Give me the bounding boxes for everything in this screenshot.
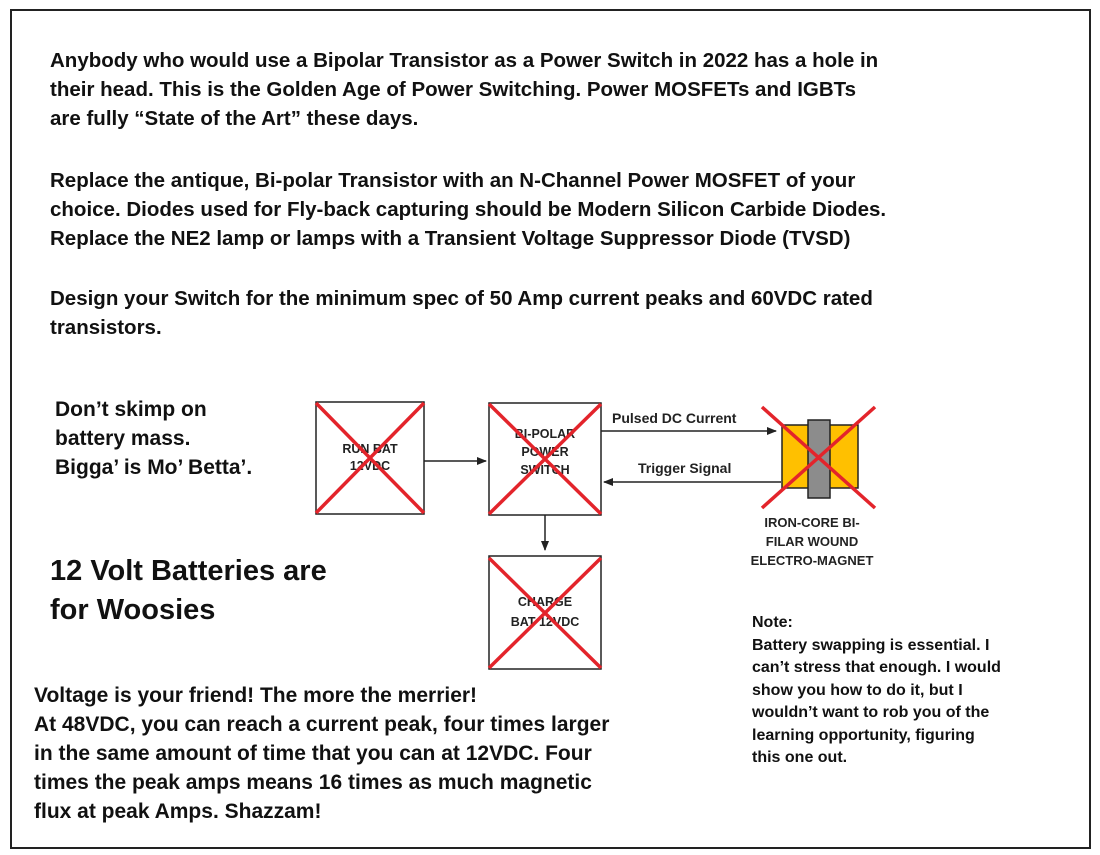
- charge-battery-block: [489, 556, 601, 669]
- run-battery-label: RUN BAT: [342, 442, 398, 456]
- voltage-line: Voltage is your friend! The more the merrier!: [34, 684, 478, 707]
- note-line: Battery swapping is essential. I: [752, 636, 990, 654]
- note-line: can’t stress that enough. I would: [752, 659, 1001, 676]
- note-line: this one out.: [752, 749, 848, 766]
- note-line: learning opportunity, figuring: [752, 726, 975, 744]
- switch-label-line: POWER: [521, 445, 569, 459]
- woosies-line: 12 Volt Batteries are: [50, 555, 327, 587]
- voltage-line: times the peak amps means 16 times as much magnetic: [34, 771, 592, 794]
- replace-line: Replace the NE2 lamp or lamps with a Transient Voltage Suppressor Diode (TVSD): [50, 227, 851, 250]
- magnet-caption-line: IRON-CORE BI-: [764, 515, 860, 530]
- pulsed-dc-label: Pulsed DC Current: [612, 410, 737, 426]
- design-line: Design your Switch for the minimum spec of 50 Amp current peaks and 60VDC rated: [50, 287, 873, 310]
- voltage-line: At 48VDC, you can reach a current peak, four times larger: [34, 713, 610, 736]
- magnet-caption-line: FILAR WOUND: [765, 534, 859, 549]
- run-battery-block: [316, 402, 424, 514]
- replace-line: choice. Diodes used for Fly-back capturing should be Modern Silicon Carbide Diodes.: [50, 198, 887, 221]
- trigger-signal-label: Trigger Signal: [638, 460, 732, 476]
- note-title: Note:: [752, 614, 793, 631]
- intro-line: are fully “State of the Art” these days.: [50, 107, 419, 130]
- power-switch-block: [489, 403, 601, 515]
- electro-magnet: [762, 407, 875, 508]
- voltage-line: in the same amount of time that you can at 12VDC. Four: [34, 742, 592, 765]
- note-line: show you how to do it, but I: [752, 681, 963, 699]
- magnet-caption-line: ELECTRO-MAGNET: [750, 553, 874, 568]
- woosies-line: for Woosies: [50, 594, 216, 626]
- switch-label-line: BI-POLAR: [514, 427, 576, 441]
- run-battery-voltage: 12VDC: [349, 459, 391, 473]
- intro-line: their head. This is the Golden Age of Power Switching. Power MOSFETs and IGBTs: [50, 78, 857, 101]
- note-line: wouldn’t want to rob you of the: [752, 704, 990, 721]
- intro-line: Anybody who would use a Bipolar Transistor as a Power Switch in 2022 has a hole in: [50, 49, 879, 72]
- design-line: transistors.: [50, 316, 162, 339]
- replace-line: Replace the antique, Bi-polar Transistor with an N-Channel Power MOSFET of your: [50, 169, 856, 192]
- voltage-line: flux at peak Amps. Shazzam!: [34, 800, 322, 823]
- skimp-line: battery mass.: [55, 427, 191, 450]
- skimp-line: Bigga’ is Mo’ Betta’.: [55, 456, 253, 479]
- charge-battery-label: CHARGE: [517, 595, 573, 609]
- switch-label-line: SWITCH: [520, 463, 570, 477]
- charge-battery-voltage: BAT 12VDC: [510, 615, 580, 629]
- skimp-line: Don’t skimp on: [55, 398, 207, 421]
